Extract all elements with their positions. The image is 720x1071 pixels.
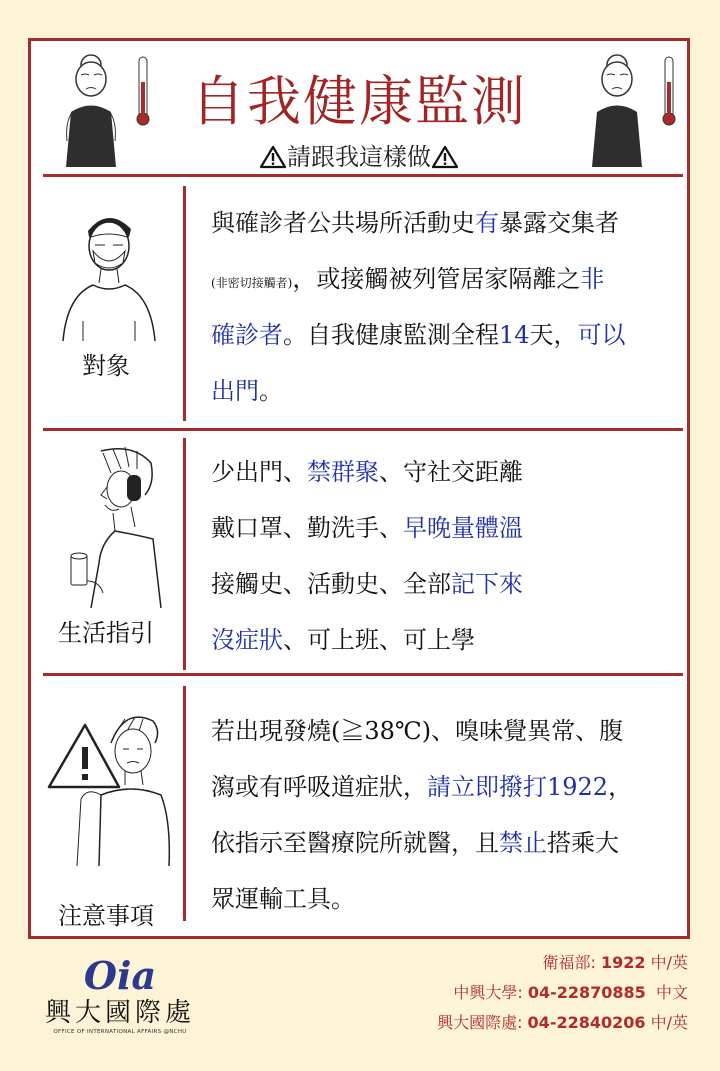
logo-english: OFFICE OF INTERNATIONAL AFFAIRS @NCHU — [53, 1029, 187, 1035]
body-line — [211, 759, 673, 815]
divider — [43, 174, 683, 177]
highlighted-text: 有 — [475, 209, 499, 237]
logo-name: 興大國際處 — [44, 998, 195, 1028]
body-line — [211, 703, 673, 759]
warning-icon — [259, 145, 287, 169]
section-label-target: 對象 — [82, 352, 130, 380]
body-text: 瀉或有呼吸道症狀， — [211, 773, 427, 801]
person-with-headphones-illustration — [41, 443, 176, 608]
highlighted-text: 沒症狀 — [211, 626, 283, 654]
contact-number[interactable]: 04-22840206 — [527, 1013, 646, 1032]
section-body-guidelines — [211, 444, 673, 668]
column-divider — [183, 186, 186, 421]
body-line — [211, 444, 673, 500]
oia-logo — [40, 955, 200, 1035]
body-text: 暴露交集者 — [499, 209, 619, 237]
body-text: 依指示至醫療院所就醫，且 — [211, 829, 499, 857]
contact-row — [437, 1008, 688, 1038]
highlighted-text: 14 — [499, 321, 530, 349]
body-text: 、可上班、可上學 — [283, 626, 475, 654]
contact-org: 中興大學: — [453, 983, 528, 1002]
guidance-card — [28, 38, 690, 939]
contact-org: 衛福部: — [542, 953, 601, 972]
section-body-target — [211, 195, 673, 419]
highlighted-text: 記下來 — [451, 570, 523, 598]
body-text: 。自我健康監測全程 — [283, 321, 499, 349]
body-line — [211, 251, 673, 307]
highlighted-text: 禁群聚 — [307, 458, 379, 486]
body-line — [211, 195, 673, 251]
divider — [43, 428, 683, 431]
body-text: 、守社交距離 — [379, 458, 523, 486]
highlighted-text: 請立即撥打1922 — [427, 773, 609, 801]
body-line — [211, 363, 673, 419]
contact-row — [437, 978, 688, 1008]
person-with-warning-sign-illustration — [41, 691, 176, 866]
contact-list — [437, 948, 688, 1038]
contact-lang: 中文 — [645, 983, 688, 1002]
subtitle-text: 請跟我這樣做 — [287, 143, 431, 171]
warning-icon — [431, 145, 459, 169]
body-text: 與確診者公共場所活動史 — [211, 209, 475, 237]
body-text: 若出現發燒(≧38℃)、嗅味覺異常、腹 — [211, 717, 624, 745]
body-text: ， — [608, 773, 633, 801]
body-text: 接觸史、活動史、全部 — [211, 570, 451, 598]
body-line — [211, 815, 673, 871]
highlighted-text: 非 — [580, 265, 605, 293]
highlighted-text: 出門 — [211, 377, 259, 405]
contact-lang: 中/英 — [645, 953, 688, 972]
body-text: 。 — [259, 377, 283, 405]
column-divider — [183, 438, 186, 670]
body-text: (非密切接觸者) — [211, 276, 293, 290]
masked-person-illustration — [53, 201, 163, 341]
body-text: 戴口罩、勤洗手、 — [211, 514, 403, 542]
body-text: 眾運輸工具。 — [211, 885, 355, 913]
body-text: ，或接觸被列管居家隔離之 — [292, 265, 581, 293]
body-line — [211, 307, 673, 363]
highlighted-text: 禁止 — [499, 829, 547, 857]
body-line — [211, 612, 673, 668]
contact-org: 興大國際處: — [437, 1013, 528, 1032]
page-subtitle — [31, 137, 687, 172]
section-label-guidelines: 生活指引 — [58, 619, 154, 647]
body-line — [211, 500, 673, 556]
contact-row — [437, 948, 688, 978]
highlighted-text: 早晚量體溫 — [403, 514, 523, 542]
page-title: 自我健康監測 — [191, 70, 527, 133]
body-text: 天， — [529, 321, 578, 349]
contact-number[interactable]: 04-22870885 — [527, 983, 646, 1002]
highlighted-text: 可以 — [577, 321, 626, 349]
contact-number[interactable]: 1922 — [600, 953, 646, 972]
divider — [43, 673, 683, 676]
contact-lang: 中/英 — [645, 1013, 688, 1032]
logo-mark: Oia — [83, 953, 157, 998]
body-line — [211, 556, 673, 612]
section-label-notes: 注意事項 — [58, 902, 154, 930]
body-line — [211, 871, 673, 927]
section-body-notes — [211, 703, 673, 927]
column-divider — [183, 686, 186, 921]
highlighted-text: 確診者 — [211, 321, 283, 349]
body-text: 搭乘大 — [547, 829, 619, 857]
body-text: 少出門、 — [211, 458, 307, 486]
